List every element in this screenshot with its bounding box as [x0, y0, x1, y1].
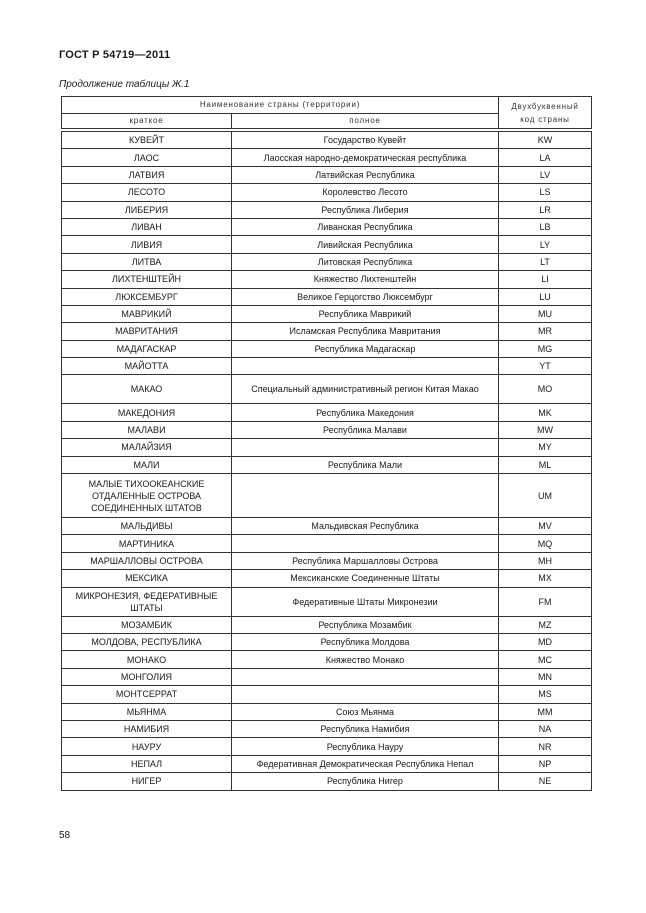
cell-full-name: Республика Намибия	[232, 720, 499, 737]
cell-country-code: LI	[499, 271, 592, 288]
table-row	[62, 552, 592, 569]
cell-full-name: Республика Маршалловы Острова	[232, 552, 499, 569]
cell-short-name: МАРТИНИКА	[62, 535, 232, 552]
table-row	[62, 773, 592, 790]
cell-short-name: ЛЮКСЕМБУРГ	[62, 288, 232, 305]
cell-short-name: МАЛЬДИВЫ	[62, 518, 232, 535]
cell-short-name: ЛИБЕРИЯ	[62, 201, 232, 218]
cell-country-code: LR	[499, 201, 592, 218]
cell-full-name	[232, 668, 499, 685]
cell-country-code: LB	[499, 218, 592, 235]
cell-country-code: MS	[499, 686, 592, 703]
cell-short-name: НАУРУ	[62, 738, 232, 755]
cell-short-name: МОНТСЕРРАТ	[62, 686, 232, 703]
table-row	[62, 755, 592, 772]
cell-country-code: KW	[499, 132, 592, 149]
table-row	[62, 404, 592, 421]
cell-short-name: МАКЕДОНИЯ	[62, 404, 232, 421]
table-row	[62, 738, 592, 755]
table-row	[62, 323, 592, 340]
cell-short-name: НЕПАЛ	[62, 755, 232, 772]
cell-short-name: НАМИБИЯ	[62, 720, 232, 737]
cell-country-code: MD	[499, 633, 592, 650]
table-row	[62, 587, 592, 616]
cell-short-name: ЛИХТЕНШТЕЙН	[62, 271, 232, 288]
cell-full-name: Специальный административный регион Китая Макао	[232, 375, 499, 404]
cell-country-code: LS	[499, 184, 592, 201]
cell-full-name: Республика Мали	[232, 456, 499, 473]
cell-full-name: Республика Мозамбик	[232, 616, 499, 633]
cell-short-name: МОНГОЛИЯ	[62, 668, 232, 685]
cell-full-name: Республика Нигер	[232, 773, 499, 790]
table-row	[62, 288, 592, 305]
cell-short-name: МАЛИ	[62, 456, 232, 473]
document-id: ГОСТ Р 54719—2011	[59, 49, 171, 61]
cell-country-code: MH	[499, 552, 592, 569]
cell-country-code: NP	[499, 755, 592, 772]
header-short-name: краткое	[62, 114, 232, 129]
cell-full-name: Исламская Республика Мавритания	[232, 323, 499, 340]
cell-country-code: MM	[499, 703, 592, 720]
table-row	[62, 184, 592, 201]
header-country-name: Наименование страны (территории)	[62, 97, 499, 114]
cell-short-name: МОНАКО	[62, 651, 232, 668]
table-row	[62, 535, 592, 552]
cell-country-code: MX	[499, 570, 592, 587]
cell-short-name: МИКРОНЕЗИЯ, ФЕДЕРАТИВНЫЕ ШТАТЫ	[62, 587, 232, 616]
table-row	[62, 271, 592, 288]
cell-full-name: Республика Молдова	[232, 633, 499, 650]
cell-full-name: Латвийская Республика	[232, 166, 499, 183]
cell-short-name: МАДАГАСКАР	[62, 340, 232, 357]
table-row	[62, 570, 592, 587]
cell-short-name: КУВЕЙТ	[62, 132, 232, 149]
cell-country-code: MZ	[499, 616, 592, 633]
table-row	[62, 358, 592, 375]
cell-full-name: Федеративные Штаты Микронезии	[232, 587, 499, 616]
cell-country-code: MC	[499, 651, 592, 668]
cell-short-name: МАВРИКИЙ	[62, 305, 232, 322]
cell-full-name	[232, 535, 499, 552]
cell-country-code: MQ	[499, 535, 592, 552]
cell-country-code: MN	[499, 668, 592, 685]
cell-country-code: MG	[499, 340, 592, 357]
table-row	[62, 703, 592, 720]
cell-short-name: ЛИТВА	[62, 253, 232, 270]
cell-full-name: Государство Кувейт	[232, 132, 499, 149]
cell-short-name: МОЗАМБИК	[62, 616, 232, 633]
cell-short-name: МАЛАВИ	[62, 421, 232, 438]
table-row	[62, 253, 592, 270]
cell-full-name	[232, 358, 499, 375]
table-row	[62, 616, 592, 633]
cell-full-name: Республика Македония	[232, 404, 499, 421]
cell-country-code: FM	[499, 587, 592, 616]
cell-country-code: MV	[499, 518, 592, 535]
country-code-table	[61, 96, 592, 791]
cell-full-name: Республика Науру	[232, 738, 499, 755]
cell-short-name: ЛИВИЯ	[62, 236, 232, 253]
cell-full-name	[232, 439, 499, 456]
cell-country-code: MU	[499, 305, 592, 322]
cell-full-name	[232, 686, 499, 703]
cell-short-name: МАЛЫЕ ТИХООКЕАНСКИЕ ОТДАЛЕННЫЕ ОСТРОВА СОЕДИНЕННЫХ ШТАТОВ	[62, 474, 232, 518]
cell-country-code: MK	[499, 404, 592, 421]
cell-short-name: МАВРИТАНИЯ	[62, 323, 232, 340]
cell-full-name: Республика Либерия	[232, 201, 499, 218]
table-row	[62, 201, 592, 218]
cell-country-code: NA	[499, 720, 592, 737]
cell-full-name: Княжество Монако	[232, 651, 499, 668]
cell-country-code: YT	[499, 358, 592, 375]
cell-full-name: Федеративная Демократическая Республика Непал	[232, 755, 499, 772]
table-row	[62, 236, 592, 253]
cell-full-name: Лаосская народно-демократическая республика	[232, 149, 499, 166]
cell-short-name: ЛЕСОТО	[62, 184, 232, 201]
table-row	[62, 651, 592, 668]
cell-country-code: LT	[499, 253, 592, 270]
cell-full-name: Мексиканские Соединенные Штаты	[232, 570, 499, 587]
cell-full-name: Ливанская Республика	[232, 218, 499, 235]
cell-country-code: NR	[499, 738, 592, 755]
cell-country-code: MO	[499, 375, 592, 404]
cell-short-name: МАРШАЛЛОВЫ ОСТРОВА	[62, 552, 232, 569]
cell-country-code: MR	[499, 323, 592, 340]
cell-full-name: Союз Мьянма	[232, 703, 499, 720]
cell-short-name: ЛИВАН	[62, 218, 232, 235]
table-row	[62, 439, 592, 456]
table-body	[62, 132, 592, 791]
cell-full-name: Ливийская Республика	[232, 236, 499, 253]
table-row	[62, 668, 592, 685]
table-row	[62, 686, 592, 703]
cell-full-name: Республика Маврикий	[232, 305, 499, 322]
cell-short-name: МАКАО	[62, 375, 232, 404]
table-row	[62, 218, 592, 235]
cell-country-code: MY	[499, 439, 592, 456]
table-row	[62, 421, 592, 438]
cell-full-name: Мальдивская Республика	[232, 518, 499, 535]
cell-country-code: LY	[499, 236, 592, 253]
cell-country-code: LU	[499, 288, 592, 305]
cell-short-name: ЛАОС	[62, 149, 232, 166]
cell-short-name: МАЛАЙЗИЯ	[62, 439, 232, 456]
table-row	[62, 305, 592, 322]
cell-full-name: Королевство Лесото	[232, 184, 499, 201]
table-row	[62, 149, 592, 166]
cell-short-name: НИГЕР	[62, 773, 232, 790]
table-row	[62, 518, 592, 535]
cell-full-name: Литовская Республика	[232, 253, 499, 270]
cell-full-name: Республика Малави	[232, 421, 499, 438]
cell-short-name: МОЛДОВА, РЕСПУБЛИКА	[62, 633, 232, 650]
cell-full-name	[232, 474, 499, 518]
table-row	[62, 375, 592, 404]
cell-country-code: LA	[499, 149, 592, 166]
cell-short-name: МЕКСИКА	[62, 570, 232, 587]
table-caption: Продолжение таблицы Ж.1	[59, 79, 190, 90]
table-row	[62, 633, 592, 650]
table-row	[62, 132, 592, 149]
cell-country-code: UM	[499, 474, 592, 518]
cell-country-code: LV	[499, 166, 592, 183]
cell-short-name: МАЙОТТА	[62, 358, 232, 375]
cell-full-name: Великое Герцогство Люксембург	[232, 288, 499, 305]
cell-short-name: ЛАТВИЯ	[62, 166, 232, 183]
cell-country-code: MW	[499, 421, 592, 438]
cell-country-code: NE	[499, 773, 592, 790]
table-row	[62, 456, 592, 473]
cell-full-name: Республика Мадагаскар	[232, 340, 499, 357]
cell-short-name: МЬЯНМА	[62, 703, 232, 720]
cell-country-code: ML	[499, 456, 592, 473]
table-row	[62, 340, 592, 357]
header-full-name: полное	[232, 114, 499, 129]
header-country-code: Двухбуквенный код страны	[499, 97, 592, 129]
table-row	[62, 166, 592, 183]
cell-full-name: Княжество Лихтенштейн	[232, 271, 499, 288]
country-table-container	[61, 96, 591, 791]
table-row	[62, 474, 592, 518]
page-number: 58	[59, 830, 71, 841]
table-row	[62, 720, 592, 737]
